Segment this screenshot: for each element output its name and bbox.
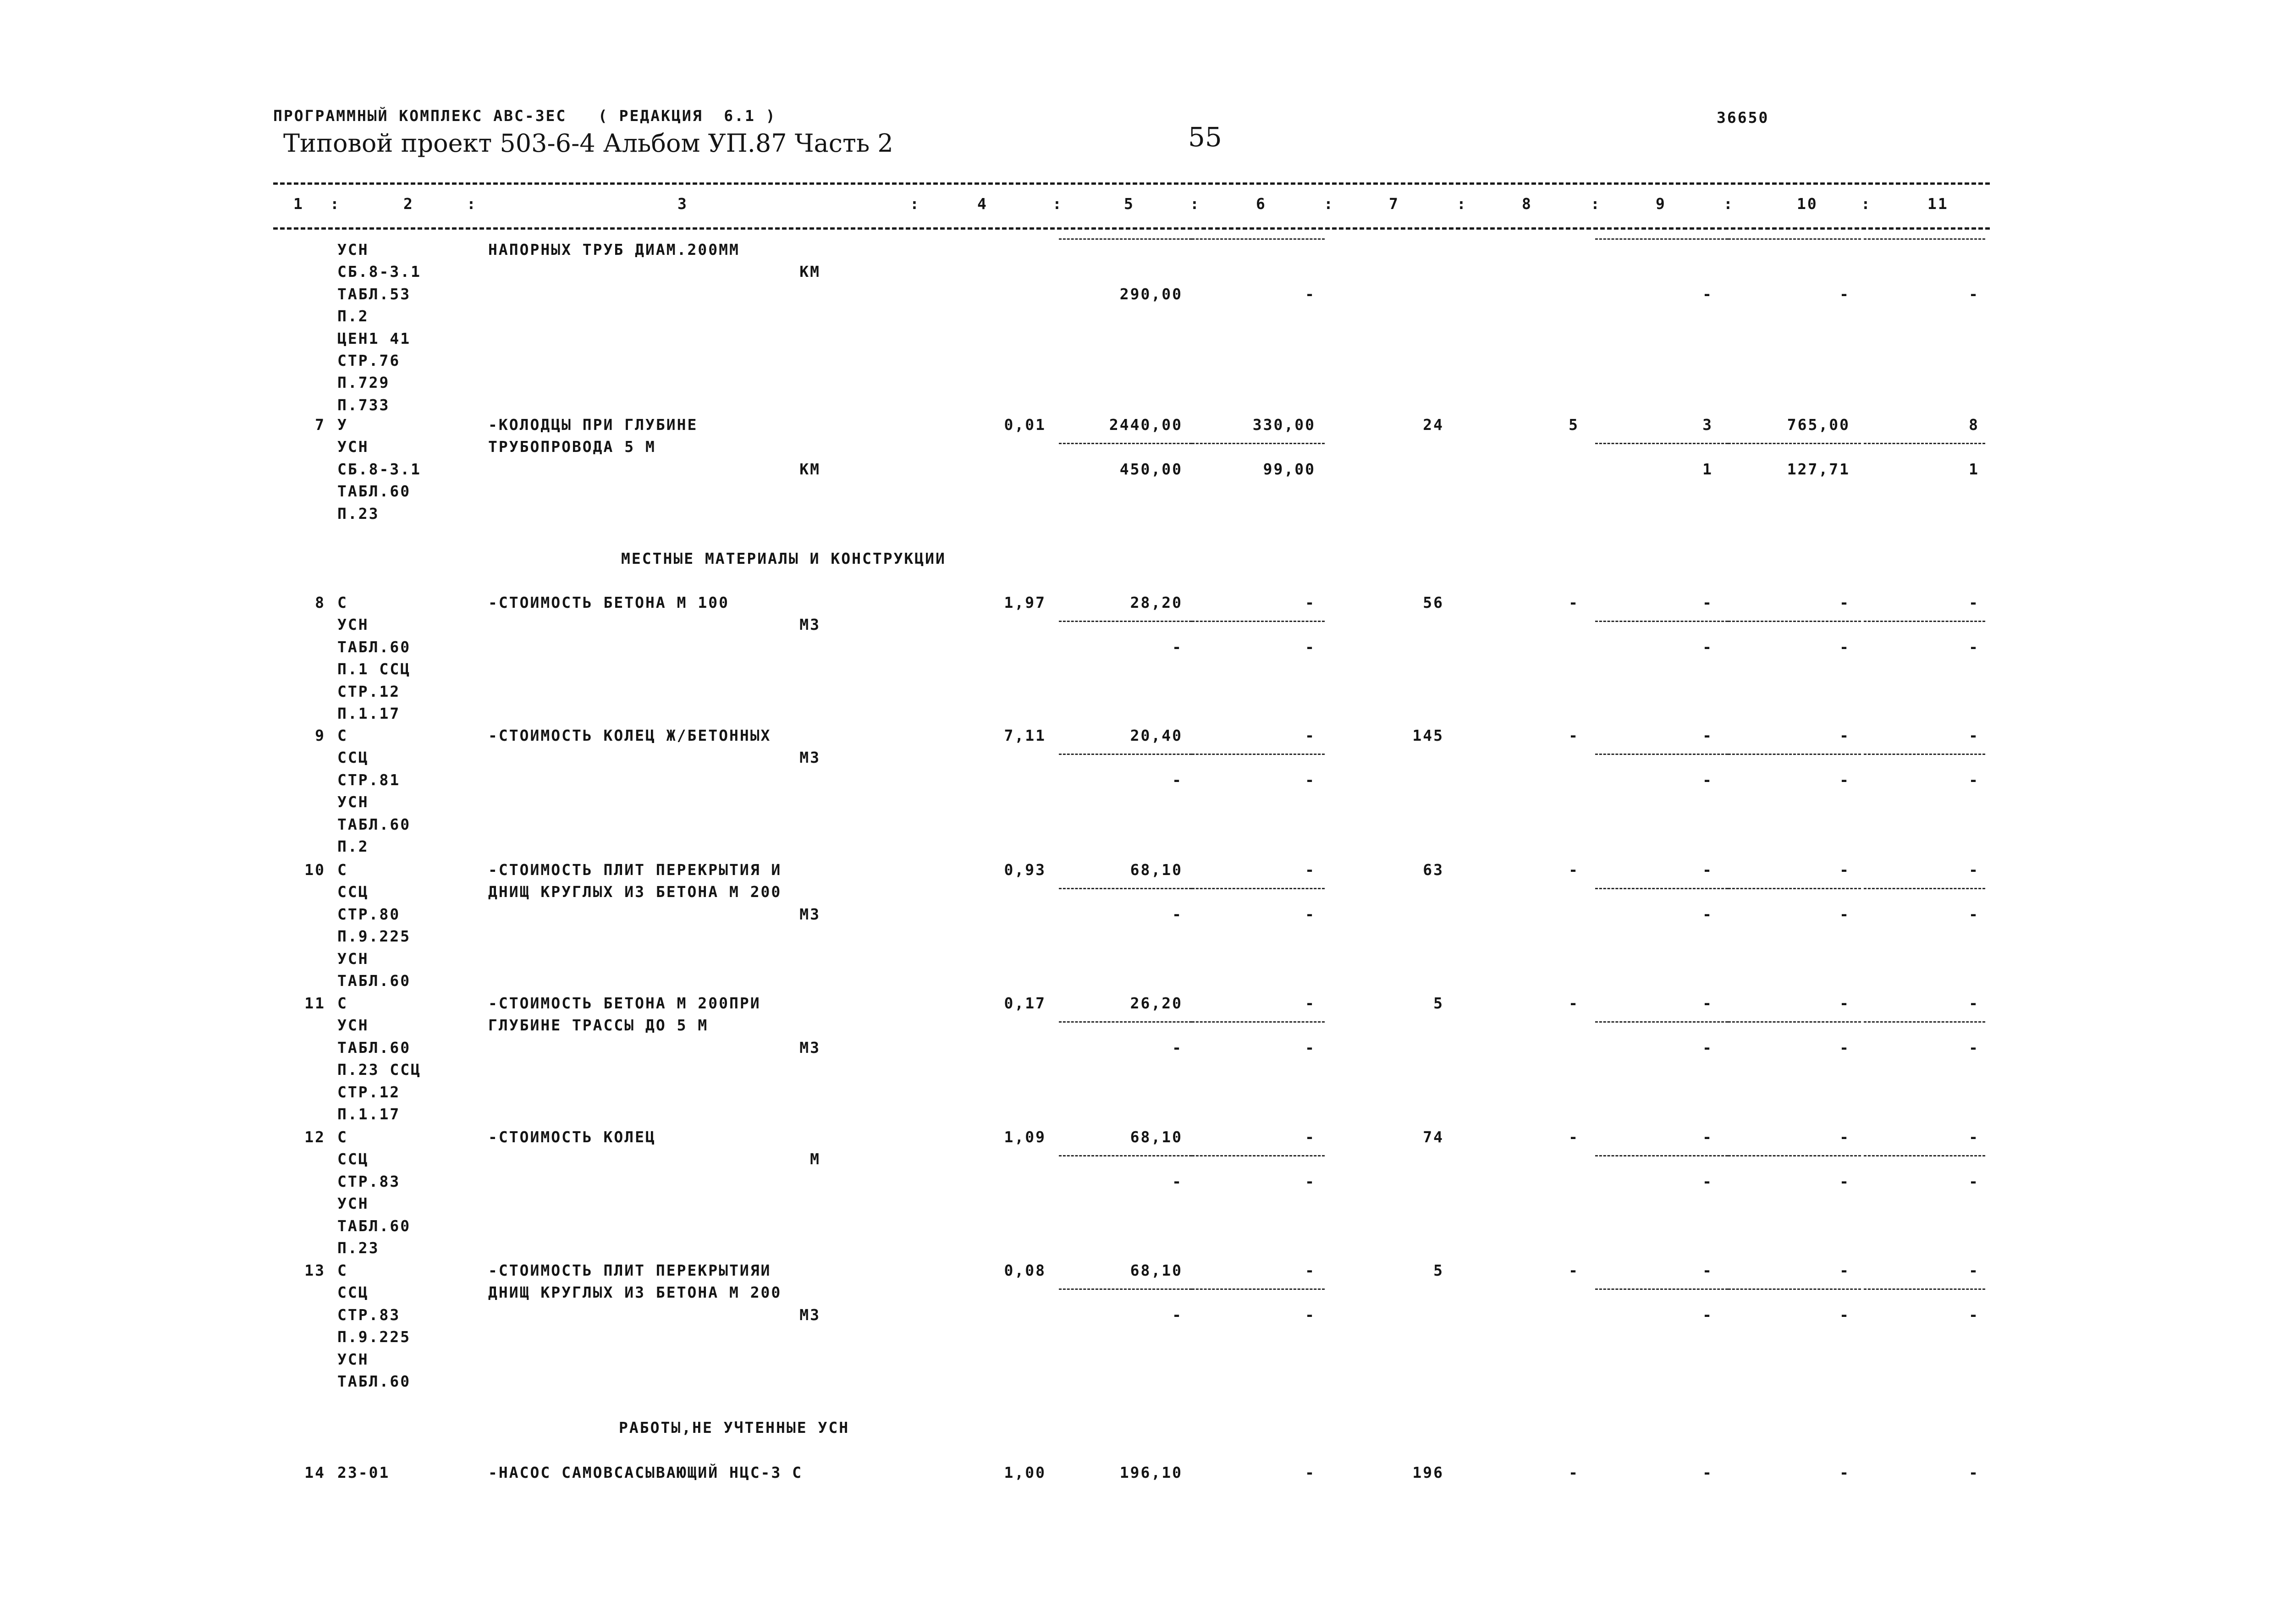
document-code: 36650: [1717, 109, 1769, 127]
reference-code: УСН: [337, 1350, 369, 1368]
machine-cost: -: [1702, 1464, 1713, 1481]
column-header: 4: [977, 195, 988, 213]
cell-divider: [1595, 754, 1728, 755]
column-separator: :: [1591, 195, 1601, 213]
column-header: 11: [1927, 195, 1949, 213]
unit-wage-secondary: -: [1305, 285, 1316, 303]
cell-divider: [1864, 1155, 1985, 1156]
unit-wage-secondary: -: [1305, 1305, 1316, 1324]
column-separator: :: [1324, 195, 1334, 213]
reference-code: П.23: [337, 504, 380, 523]
unit-wage: -: [1305, 1261, 1316, 1279]
reference-code: С: [337, 994, 348, 1012]
unit-cost: 20,40: [1130, 727, 1183, 744]
reference-code: СБ.8-3.1: [337, 460, 421, 478]
cell-divider: [1864, 238, 1985, 240]
reference-code: П.1.17: [337, 1105, 401, 1123]
labor-total: -: [1969, 1128, 1979, 1146]
machine-cost-secondary: 1: [1702, 460, 1713, 478]
reference-code: П.2: [337, 837, 369, 855]
reference-code: СТР.83: [337, 1172, 401, 1190]
reference-code: ССЦ: [337, 1283, 369, 1302]
labor-cost: -: [1839, 1261, 1850, 1279]
column-header: 1: [293, 195, 304, 213]
cell-divider: [1059, 1288, 1192, 1290]
cell-divider: [1192, 888, 1325, 889]
reference-code: ТАБЛ.60: [337, 815, 411, 833]
unit-wage: -: [1305, 727, 1316, 744]
labor-cost-secondary: -: [1839, 638, 1850, 656]
column-separator: :: [330, 195, 341, 213]
unit-cost-secondary: -: [1172, 1038, 1183, 1057]
unit-of-measure: КМ: [799, 263, 820, 281]
machine-cost: -: [1702, 994, 1713, 1012]
total-cost: 74: [1423, 1128, 1444, 1146]
work-description: -КОЛОДЦЫ ПРИ ГЛУБИНЕ: [488, 416, 698, 434]
unit-wage: -: [1305, 1464, 1316, 1481]
reference-code: СТР.76: [337, 352, 401, 369]
work-description: ДНИЩ КРУГЛЫХ ИЗ БЕТОНА М 200: [488, 883, 782, 901]
reference-code: ТАБЛ.60: [337, 972, 411, 990]
column-separator: :: [1723, 195, 1734, 213]
unit-cost-secondary: -: [1172, 905, 1183, 923]
unit-wage-secondary: -: [1305, 1038, 1316, 1057]
labor-total: 8: [1969, 416, 1979, 434]
work-description: -СТОИМОСТЬ ПЛИТ ПЕРЕКРЫТИЯ И: [488, 861, 782, 879]
cell-divider: [1059, 238, 1192, 240]
total-wage: -: [1569, 727, 1579, 744]
cell-divider: [1595, 1155, 1728, 1156]
machine-cost-secondary: -: [1702, 1305, 1713, 1324]
work-description: -СТОИМОСТЬ КОЛЕЦ Ж/БЕТОННЫХ: [488, 727, 771, 744]
unit-wage: -: [1305, 594, 1316, 611]
machine-cost: -: [1702, 1261, 1713, 1279]
column-header: 6: [1256, 195, 1266, 213]
labor-cost-secondary: -: [1839, 285, 1850, 303]
total-wage: -: [1569, 994, 1579, 1012]
reference-code: С: [337, 727, 348, 744]
reference-code: 23-01: [337, 1464, 390, 1481]
reference-code: ТАБЛ.53: [337, 285, 411, 303]
unit-wage: 330,00: [1252, 416, 1316, 434]
machine-cost-secondary: -: [1702, 1172, 1713, 1190]
reference-code: П.9.225: [337, 927, 411, 946]
reference-code: УСН: [337, 616, 369, 634]
cell-divider: [1192, 1021, 1325, 1023]
labor-cost: -: [1839, 594, 1850, 611]
total-cost: 5: [1433, 1261, 1444, 1279]
reference-code: П.733: [337, 396, 390, 414]
quantity: 0,01: [1004, 416, 1046, 434]
labor-total-secondary: -: [1969, 1172, 1979, 1190]
labor-total-secondary: -: [1969, 905, 1979, 923]
labor-total-secondary: -: [1969, 638, 1979, 656]
reference-code: ТАБЛ.60: [337, 638, 411, 656]
labor-total-secondary: 1: [1969, 460, 1979, 478]
column-header: 7: [1389, 195, 1399, 213]
cell-divider: [1728, 621, 1861, 622]
cell-divider: [1192, 443, 1325, 444]
reference-code: УСН: [337, 1016, 369, 1035]
cell-divider: [1864, 888, 1985, 889]
quantity: 7,11: [1004, 727, 1046, 744]
row-number: 12: [304, 1128, 325, 1146]
reference-code: СТР.12: [337, 682, 401, 700]
cell-divider: [1059, 888, 1192, 889]
machine-cost: -: [1702, 594, 1713, 611]
work-description: -НАСОС САМОВСАСЫВАЮЩИЙ НЦС-3 С: [488, 1464, 803, 1481]
cell-divider: [1595, 888, 1728, 889]
cell-divider: [1595, 1288, 1728, 1290]
unit-wage-secondary: -: [1305, 1172, 1316, 1190]
unit-wage-secondary: -: [1305, 771, 1316, 789]
labor-total: -: [1969, 727, 1979, 744]
unit-cost-secondary: -: [1172, 1172, 1183, 1190]
work-description: -СТОИМОСТЬ ПЛИТ ПЕРЕКРЫТИЯИ: [488, 1261, 771, 1279]
cell-divider: [1728, 1155, 1861, 1156]
cell-divider: [1059, 754, 1192, 755]
reference-code: С: [337, 1261, 348, 1279]
unit-of-measure: М3: [799, 905, 820, 923]
total-wage: -: [1569, 1128, 1579, 1146]
cell-divider: [1192, 1288, 1325, 1290]
row-number: 7: [315, 416, 325, 434]
unit-wage-secondary: -: [1305, 638, 1316, 656]
unit-wage-secondary: 99,00: [1263, 460, 1316, 478]
machine-cost-secondary: -: [1702, 285, 1713, 303]
cell-divider: [1192, 238, 1325, 240]
unit-cost: 68,10: [1130, 1128, 1183, 1146]
unit-of-measure: КМ: [799, 460, 820, 478]
labor-cost-secondary: -: [1839, 1305, 1850, 1324]
page-number: 55: [1188, 121, 1222, 153]
reference-code: ЦЕН1 41: [337, 329, 411, 347]
cell-divider: [1728, 1021, 1861, 1023]
column-separator: :: [1190, 195, 1200, 213]
labor-cost: -: [1839, 861, 1850, 879]
reference-code: СБ.8-3.1: [337, 263, 421, 281]
row-number: 9: [315, 727, 325, 744]
unit-of-measure: М: [810, 1150, 820, 1168]
cell-divider: [1059, 443, 1192, 444]
cell-divider: [1595, 621, 1728, 622]
reference-code: П.2: [337, 307, 369, 325]
work-description: -СТОИМОСТЬ БЕТОНА М 200ПРИ: [488, 994, 761, 1012]
labor-total-secondary: -: [1969, 1038, 1979, 1057]
cell-divider: [1192, 754, 1325, 755]
unit-wage: -: [1305, 861, 1316, 879]
quantity: 0,17: [1004, 994, 1046, 1012]
labor-cost-secondary: -: [1839, 771, 1850, 789]
column-header: 8: [1522, 195, 1532, 213]
column-header: 10: [1797, 195, 1818, 213]
unit-cost-secondary: -: [1172, 638, 1183, 656]
reference-code: УСН: [337, 949, 369, 968]
reference-code: СТР.80: [337, 905, 401, 923]
machine-cost: -: [1702, 861, 1713, 879]
machine-cost-secondary: -: [1702, 905, 1713, 923]
reference-code: С: [337, 594, 348, 611]
total-wage: -: [1569, 1261, 1579, 1279]
total-wage: -: [1569, 1464, 1579, 1481]
reference-code: С: [337, 861, 348, 879]
cell-divider: [1728, 238, 1861, 240]
reference-code: СТР.83: [337, 1305, 401, 1324]
column-separator: :: [1861, 195, 1872, 213]
total-cost: 5: [1433, 994, 1444, 1012]
reference-code: УСН: [337, 438, 369, 456]
reference-code: ТАБЛ.60: [337, 482, 411, 501]
reference-code: ССЦ: [337, 1150, 369, 1168]
column-separator: :: [1457, 195, 1467, 213]
work-description: ГЛУБИНЕ ТРАССЫ ДО 5 М: [488, 1016, 709, 1035]
reference-code: УСН: [337, 241, 369, 259]
labor-cost-secondary: -: [1839, 1038, 1850, 1057]
labor-total: -: [1969, 594, 1979, 611]
quantity: 1,97: [1004, 594, 1046, 611]
section-works-not-in-usn: РАБОТЫ,НЕ УЧТЕННЫЕ УСН: [619, 1419, 850, 1437]
labor-total: -: [1969, 994, 1979, 1012]
labor-total: -: [1969, 1261, 1979, 1279]
machine-cost-secondary: -: [1702, 1038, 1713, 1057]
labor-total: -: [1969, 1464, 1979, 1481]
unit-cost-secondary: -: [1172, 771, 1183, 789]
quantity: 0,08: [1004, 1261, 1046, 1279]
labor-total: -: [1969, 861, 1979, 879]
cell-divider: [1059, 1021, 1192, 1023]
column-header: 5: [1124, 195, 1134, 213]
document-title: Типовой проект 503-6-4 Альбом УП.87 Часть 2: [283, 129, 893, 158]
section-local-materials: МЕСТНЫЕ МАТЕРИАЛЫ И КОНСТРУКЦИИ: [621, 550, 946, 567]
work-description: ТРУБОПРОВОДА 5 М: [488, 438, 656, 456]
reference-code: С: [337, 1128, 348, 1146]
quantity: 1,09: [1004, 1128, 1046, 1146]
total-cost: 24: [1423, 416, 1444, 434]
table-header-rule: [273, 227, 1990, 230]
cell-divider: [1595, 443, 1728, 444]
unit-cost: 196,10: [1119, 1464, 1183, 1481]
labor-cost: -: [1839, 994, 1850, 1012]
column-header: 9: [1656, 195, 1666, 213]
unit-of-measure: М3: [799, 616, 820, 634]
cell-divider: [1595, 1021, 1728, 1023]
labor-total-secondary: -: [1969, 285, 1979, 303]
reference-code: СТР.81: [337, 771, 401, 789]
unit-cost: 26,20: [1130, 994, 1183, 1012]
labor-total-secondary: -: [1969, 1305, 1979, 1324]
reference-code: П.1 ССЦ: [337, 660, 411, 678]
reference-code: П.9.225: [337, 1328, 411, 1346]
cell-divider: [1192, 1155, 1325, 1156]
cell-divider: [1864, 754, 1985, 755]
row-number: 8: [315, 594, 325, 611]
column-header: 2: [403, 195, 414, 213]
cell-divider: [1595, 238, 1728, 240]
cell-divider: [1864, 621, 1985, 622]
labor-cost-secondary: -: [1839, 1172, 1850, 1190]
machine-cost: 3: [1702, 416, 1713, 434]
reference-code: У: [337, 416, 348, 434]
row-number: 11: [304, 994, 325, 1012]
cell-divider: [1728, 443, 1861, 444]
unit-cost: 28,20: [1130, 594, 1183, 611]
program-title: ПРОГРАММНЫЙ КОМПЛЕКС АВС-ЗЕС ( РЕДАКЦИЯ 6.1 ): [273, 107, 776, 125]
work-description: ДНИЩ КРУГЛЫХ ИЗ БЕТОНА М 200: [488, 1283, 782, 1302]
total-cost: 145: [1412, 727, 1444, 744]
reference-code: П.729: [337, 374, 390, 392]
cell-divider: [1728, 754, 1861, 755]
column-separator: :: [1052, 195, 1063, 213]
reference-code: П.23: [337, 1239, 380, 1257]
total-wage: 5: [1569, 416, 1579, 434]
total-wage: -: [1569, 861, 1579, 879]
reference-code: УСН: [337, 793, 369, 811]
unit-wage: -: [1305, 994, 1316, 1012]
work-description: -СТОИМОСТЬ БЕТОНА М 100: [488, 594, 729, 611]
labor-total-secondary: -: [1969, 771, 1979, 789]
work-description: НАПОРНЫХ ТРУБ ДИАМ.200ММ: [488, 241, 740, 259]
cell-divider: [1059, 1155, 1192, 1156]
unit-of-measure: М3: [799, 749, 820, 767]
cell-divider: [1059, 621, 1192, 622]
reference-code: ТАБЛ.60: [337, 1217, 411, 1235]
labor-cost: 765,00: [1787, 416, 1850, 434]
machine-cost: -: [1702, 1128, 1713, 1146]
machine-cost-secondary: -: [1702, 771, 1713, 789]
machine-cost: -: [1702, 727, 1713, 744]
row-number: 10: [304, 861, 325, 879]
labor-cost: -: [1839, 1128, 1850, 1146]
unit-cost-secondary: -: [1172, 1305, 1183, 1324]
reference-code: П.23 ССЦ: [337, 1061, 421, 1079]
quantity: 0,93: [1004, 861, 1046, 879]
reference-code: УСН: [337, 1195, 369, 1213]
cell-divider: [1728, 1288, 1861, 1290]
reference-code: СТР.12: [337, 1083, 401, 1101]
reference-code: ТАБЛ.60: [337, 1038, 411, 1057]
machine-cost-secondary: -: [1702, 638, 1713, 656]
reference-code: ССЦ: [337, 749, 369, 767]
row-number: 13: [304, 1261, 325, 1279]
unit-of-measure: М3: [799, 1305, 820, 1324]
cell-divider: [1192, 621, 1325, 622]
total-wage: -: [1569, 594, 1579, 611]
unit-cost: 68,10: [1130, 1261, 1183, 1279]
total-cost: 63: [1423, 861, 1444, 879]
labor-cost-secondary: -: [1839, 905, 1850, 923]
table-top-rule: [273, 182, 1990, 185]
labor-cost: -: [1839, 1464, 1850, 1481]
unit-cost-secondary: 290,00: [1119, 285, 1183, 303]
column-separator: :: [910, 195, 920, 213]
unit-cost-secondary: 450,00: [1119, 460, 1183, 478]
unit-of-measure: М3: [799, 1038, 820, 1057]
unit-cost: 2440,00: [1109, 416, 1183, 434]
unit-cost: 68,10: [1130, 861, 1183, 879]
quantity: 1,00: [1004, 1464, 1046, 1481]
cell-divider: [1864, 1021, 1985, 1023]
unit-wage: -: [1305, 1128, 1316, 1146]
total-cost: 196: [1412, 1464, 1444, 1481]
column-header: 3: [677, 195, 688, 213]
unit-wage-secondary: -: [1305, 905, 1316, 923]
work-description: -СТОИМОСТЬ КОЛЕЦ: [488, 1128, 656, 1146]
reference-code: ТАБЛ.60: [337, 1372, 411, 1390]
column-separator: :: [467, 195, 477, 213]
reference-code: П.1.17: [337, 705, 401, 722]
total-cost: 56: [1423, 594, 1444, 611]
row-number: 14: [304, 1464, 325, 1481]
labor-cost-secondary: 127,71: [1787, 460, 1850, 478]
reference-code: ССЦ: [337, 883, 369, 901]
cell-divider: [1864, 1288, 1985, 1290]
cell-divider: [1864, 443, 1985, 444]
cell-divider: [1728, 888, 1861, 889]
labor-cost: -: [1839, 727, 1850, 744]
